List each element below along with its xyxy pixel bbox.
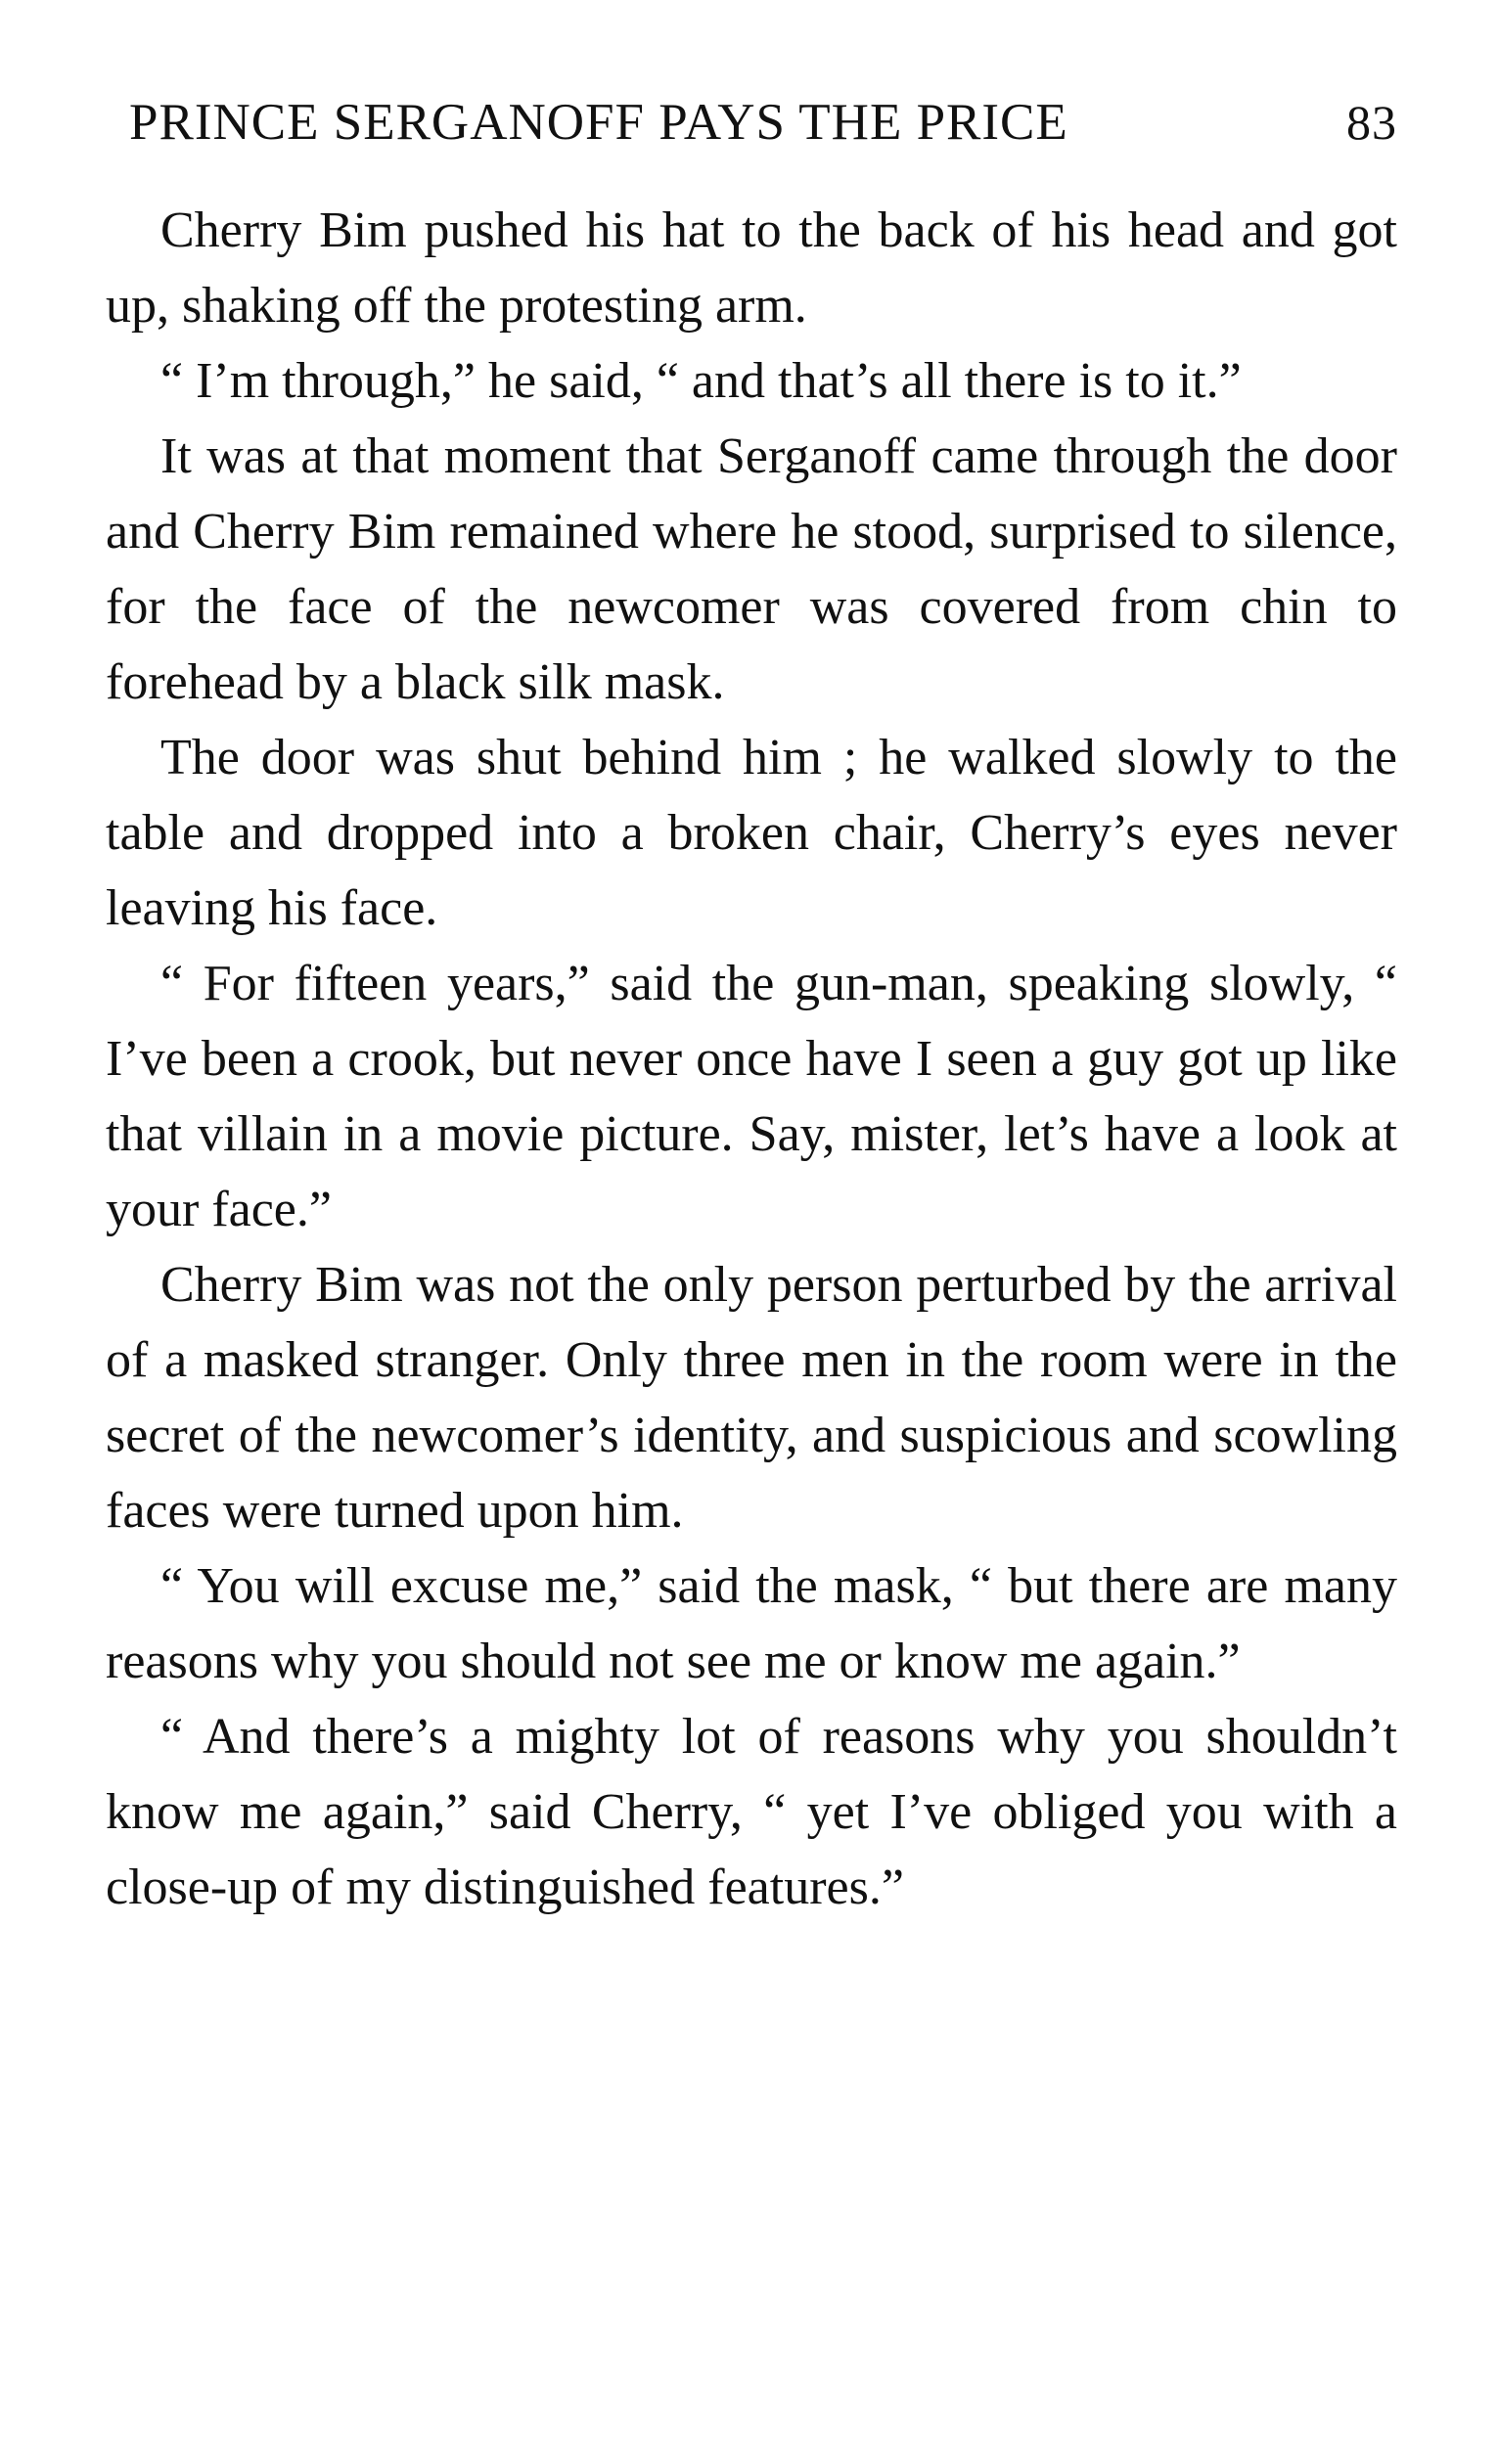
paragraph: “ You will excuse me,” said the mask, “ but there are many reasons why you should not see me or know me again.” bbox=[106, 1558, 1397, 1689]
paragraph: “ And there’s a mighty lot of reasons why you shouldn’t know me again,” said Cherry, “ yet I’ve obliged you with a close-up of my distinguished features.” bbox=[106, 1709, 1397, 1915]
book-page bbox=[106, 93, 1397, 1925]
paragraph: “ I’m through,” he said, “ and that’s all there is to it.” bbox=[160, 353, 1242, 409]
running-title: PRINCE SERGANOFF PAYS THE PRICE bbox=[129, 94, 1068, 151]
paragraph: The door was shut behind him ; he walked slowly to the table and dropped into a broken chair, Cherry’s eyes never leaving his face. bbox=[106, 730, 1397, 936]
body-text bbox=[106, 193, 1397, 1925]
running-header bbox=[106, 93, 1397, 154]
paragraph: It was at that moment that Serganoff came through the door and Cherry Bim remained where he stood, surprised to silence, for the face of the newcomer was covered from chin to forehead by a black silk mask. bbox=[106, 428, 1397, 710]
paragraph: Cherry Bim was not the only person perturbed by the arrival of a masked stranger. Only three men in the room were in the secret of the newcomer’s identity, and suspicious and scowling faces were turned upon him. bbox=[106, 1257, 1397, 1539]
paragraph: “ For fifteen years,” said the gun-man, speaking slowly, “ I’ve been a crook, but never once have I seen a guy got up like that villain in a movie picture. Say, mister, let’s have a look at your face.” bbox=[106, 956, 1397, 1237]
page-number: 83 bbox=[1346, 95, 1397, 150]
paragraph: Cherry Bim pushed his hat to the back of his head and got up, shaking off the protesting arm. bbox=[106, 202, 1397, 334]
